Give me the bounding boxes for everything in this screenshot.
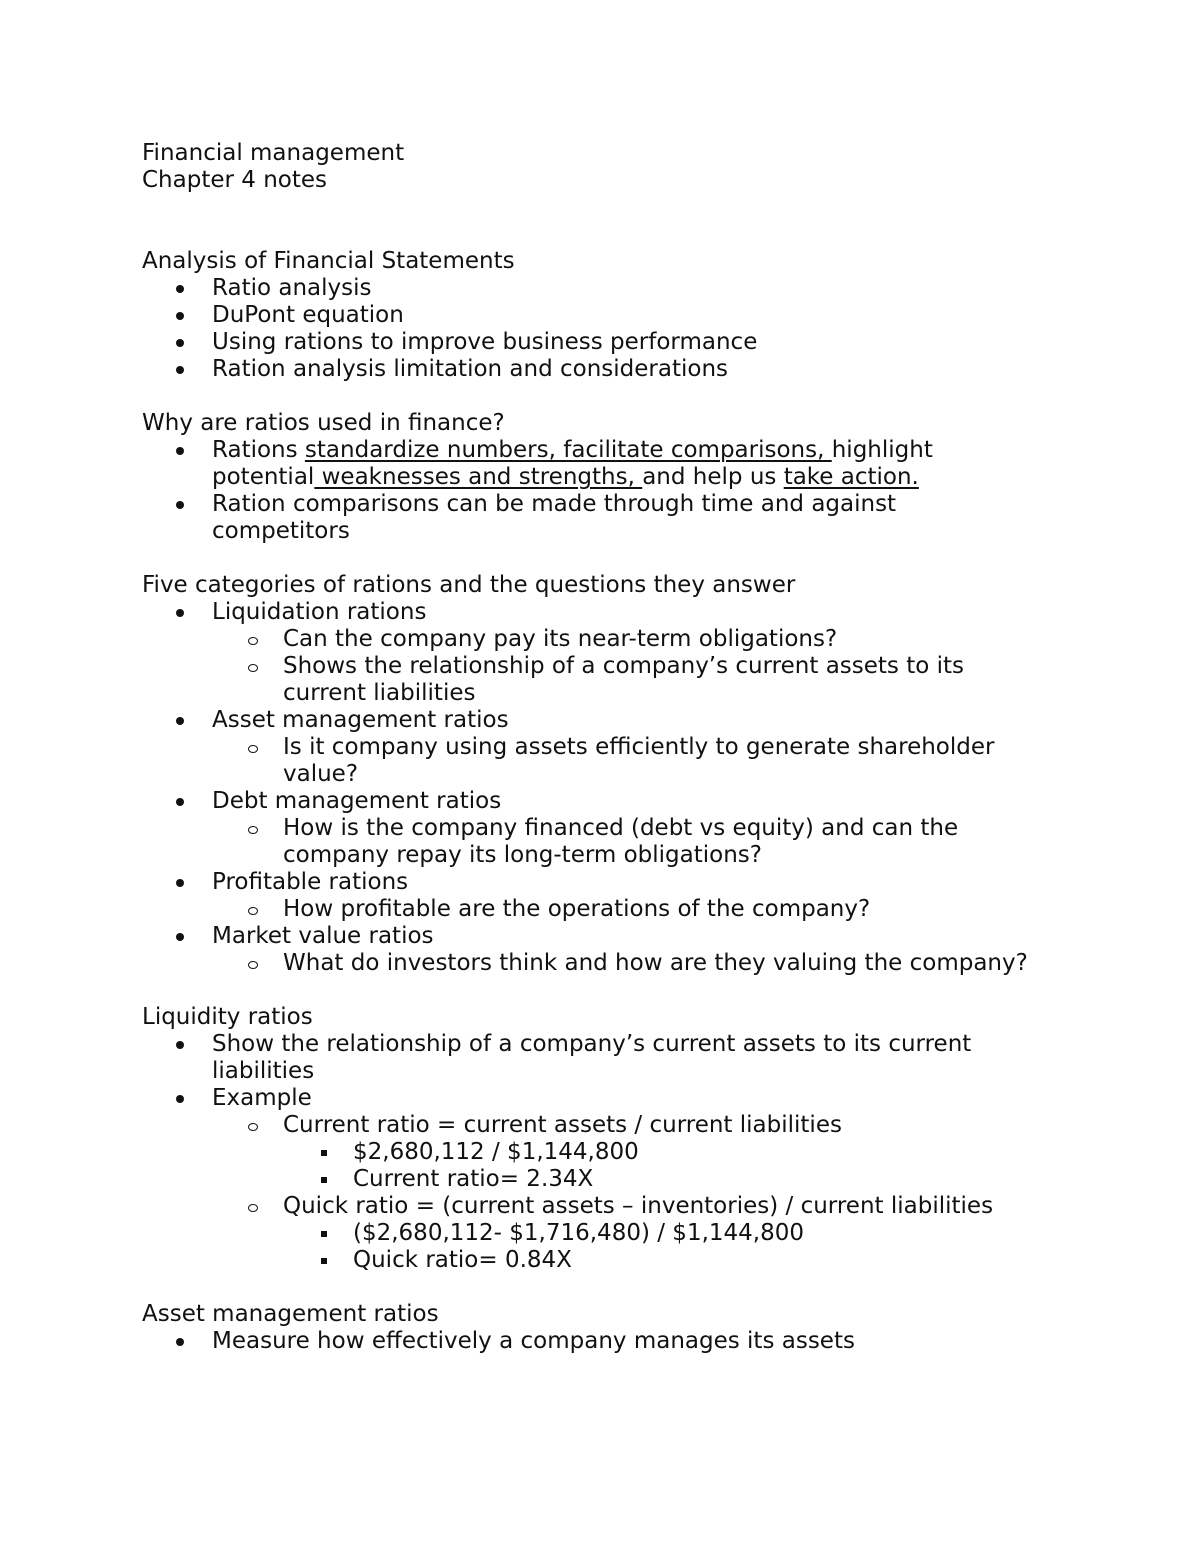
list-item-text: Debt management ratios xyxy=(212,788,502,814)
spacer xyxy=(142,194,1102,248)
list-item-text: Example xyxy=(212,1085,312,1111)
bullet-circle-icon xyxy=(248,907,258,915)
underlined-text: standardize numbers, facilitate comparisons, xyxy=(304,437,832,463)
list-item-text: How profitable are the operations of the company? xyxy=(283,896,871,922)
list-item xyxy=(142,329,1102,356)
section-heading-analysis: Analysis of Financial Statements xyxy=(142,248,515,274)
bullet-dot-icon xyxy=(176,1095,184,1103)
sub-list-item xyxy=(142,1112,1102,1139)
sub-list-item xyxy=(142,896,1102,923)
result-text: Quick ratio= 0.84X xyxy=(353,1247,572,1273)
spacer xyxy=(142,977,1102,1004)
sub-list-item xyxy=(142,734,1102,761)
list-item xyxy=(142,788,1102,815)
list-item-continuation: liabilities xyxy=(212,1058,315,1084)
result-text: Current ratio= 2.34X xyxy=(353,1166,594,1192)
list-item-text: How is the company financed (debt vs equity) and can the xyxy=(283,815,959,841)
text-run: and help us xyxy=(642,464,784,490)
list-item-text: Shows the relationship of a company’s current assets to its xyxy=(283,653,965,679)
list-item xyxy=(142,869,1102,896)
list-item-text: Profitable rations xyxy=(212,869,409,895)
list-item-text: Is it company using assets efficiently to generate shareholder xyxy=(283,734,995,760)
document-page xyxy=(142,140,1102,1355)
sub-list-item xyxy=(142,626,1102,653)
list-item-continuation: competitors xyxy=(212,518,350,544)
sub-list-item xyxy=(142,1193,1102,1220)
sub-sub-list-item xyxy=(142,1220,1102,1247)
sub-list-item-continuation: company repay its long-term obligations? xyxy=(283,842,763,868)
list-item xyxy=(142,707,1102,734)
sub-list-item xyxy=(142,950,1102,977)
bullet-square-icon xyxy=(321,1150,327,1156)
bullet-dot-icon xyxy=(176,717,184,725)
section-heading-five-categories: Five categories of rations and the questions they answer xyxy=(142,572,796,598)
formula-text: Quick ratio = (current assets – inventories) / current liabilities xyxy=(283,1193,994,1219)
list-item-text: DuPont equation xyxy=(212,302,404,328)
bullet-square-icon xyxy=(321,1177,327,1183)
list-item-continuation xyxy=(142,464,1102,491)
list-item-text: Ration analysis limitation and considerations xyxy=(212,356,729,382)
list-item xyxy=(142,275,1102,302)
document-subtitle: Chapter 4 notes xyxy=(142,167,328,193)
list-item xyxy=(142,599,1102,626)
bullet-dot-icon xyxy=(176,1338,184,1346)
bullet-dot-icon xyxy=(176,501,184,509)
bullet-circle-icon xyxy=(248,637,258,645)
sub-list-item xyxy=(142,815,1102,842)
text-run: Rations xyxy=(212,437,305,463)
bullet-dot-icon xyxy=(176,609,184,617)
bullet-dot-icon xyxy=(176,879,184,887)
list-item-text: Ratio analysis xyxy=(212,275,372,301)
bullet-dot-icon xyxy=(176,285,184,293)
calculation-text: ($2,680,112- $1,716,480) / $1,144,800 xyxy=(353,1220,804,1246)
bullet-dot-icon xyxy=(176,312,184,320)
sub-sub-list-item xyxy=(142,1247,1102,1274)
list-item xyxy=(142,1085,1102,1112)
bullet-square-icon xyxy=(321,1231,327,1237)
formula-text: Current ratio = current assets / current liabilities xyxy=(283,1112,842,1138)
list-item-text: Show the relationship of a company’s current assets to its current xyxy=(212,1031,972,1057)
list-item-text: Using rations to improve business performance xyxy=(212,329,758,355)
list-item-text: What do investors think and how are they valuing the company? xyxy=(283,950,1028,976)
spacer xyxy=(142,1274,1102,1301)
bullet-circle-icon xyxy=(248,1204,258,1212)
sub-sub-list-item xyxy=(142,1166,1102,1193)
bullet-dot-icon xyxy=(176,447,184,455)
sub-list-item-continuation: value? xyxy=(283,761,359,787)
sub-sub-list-item xyxy=(142,1139,1102,1166)
text-run: potential xyxy=(212,464,315,490)
section-heading-liquidity: Liquidity ratios xyxy=(142,1004,313,1030)
list-item-text: Can the company pay its near-term obligations? xyxy=(283,626,838,652)
bullet-dot-icon xyxy=(176,339,184,347)
sub-list-item xyxy=(142,653,1102,680)
bullet-circle-icon xyxy=(248,664,258,672)
bullet-dot-icon xyxy=(176,366,184,374)
bullet-dot-icon xyxy=(176,933,184,941)
section-heading-asset-management: Asset management ratios xyxy=(142,1301,439,1327)
list-item xyxy=(142,437,1102,464)
spacer xyxy=(142,545,1102,572)
calculation-text: $2,680,112 / $1,144,800 xyxy=(353,1139,639,1165)
list-item xyxy=(142,356,1102,383)
list-item xyxy=(142,1328,1102,1355)
bullet-circle-icon xyxy=(248,961,258,969)
underlined-text: weaknesses and strengths, xyxy=(314,464,643,490)
document-title: Financial management xyxy=(142,140,405,166)
list-item xyxy=(142,1031,1102,1058)
section-heading-why-ratios: Why are ratios used in finance? xyxy=(142,410,505,436)
list-item xyxy=(142,491,1102,518)
bullet-circle-icon xyxy=(248,826,258,834)
text-run: highlight xyxy=(831,437,933,463)
bullet-circle-icon xyxy=(248,745,258,753)
list-item xyxy=(142,302,1102,329)
list-item-text: Liquidation rations xyxy=(212,599,427,625)
list-item xyxy=(142,923,1102,950)
sub-list-item-continuation: current liabilities xyxy=(283,680,476,706)
list-item-text: Market value ratios xyxy=(212,923,434,949)
bullet-circle-icon xyxy=(248,1123,258,1131)
bullet-dot-icon xyxy=(176,798,184,806)
list-item-text: Ration comparisons can be made through time and against xyxy=(212,491,897,517)
list-item-text: Measure how effectively a company manages its assets xyxy=(212,1328,855,1354)
underlined-text: take action. xyxy=(783,464,919,490)
spacer xyxy=(142,383,1102,410)
list-item-text: Asset management ratios xyxy=(212,707,509,733)
bullet-dot-icon xyxy=(176,1041,184,1049)
bullet-square-icon xyxy=(321,1258,327,1264)
